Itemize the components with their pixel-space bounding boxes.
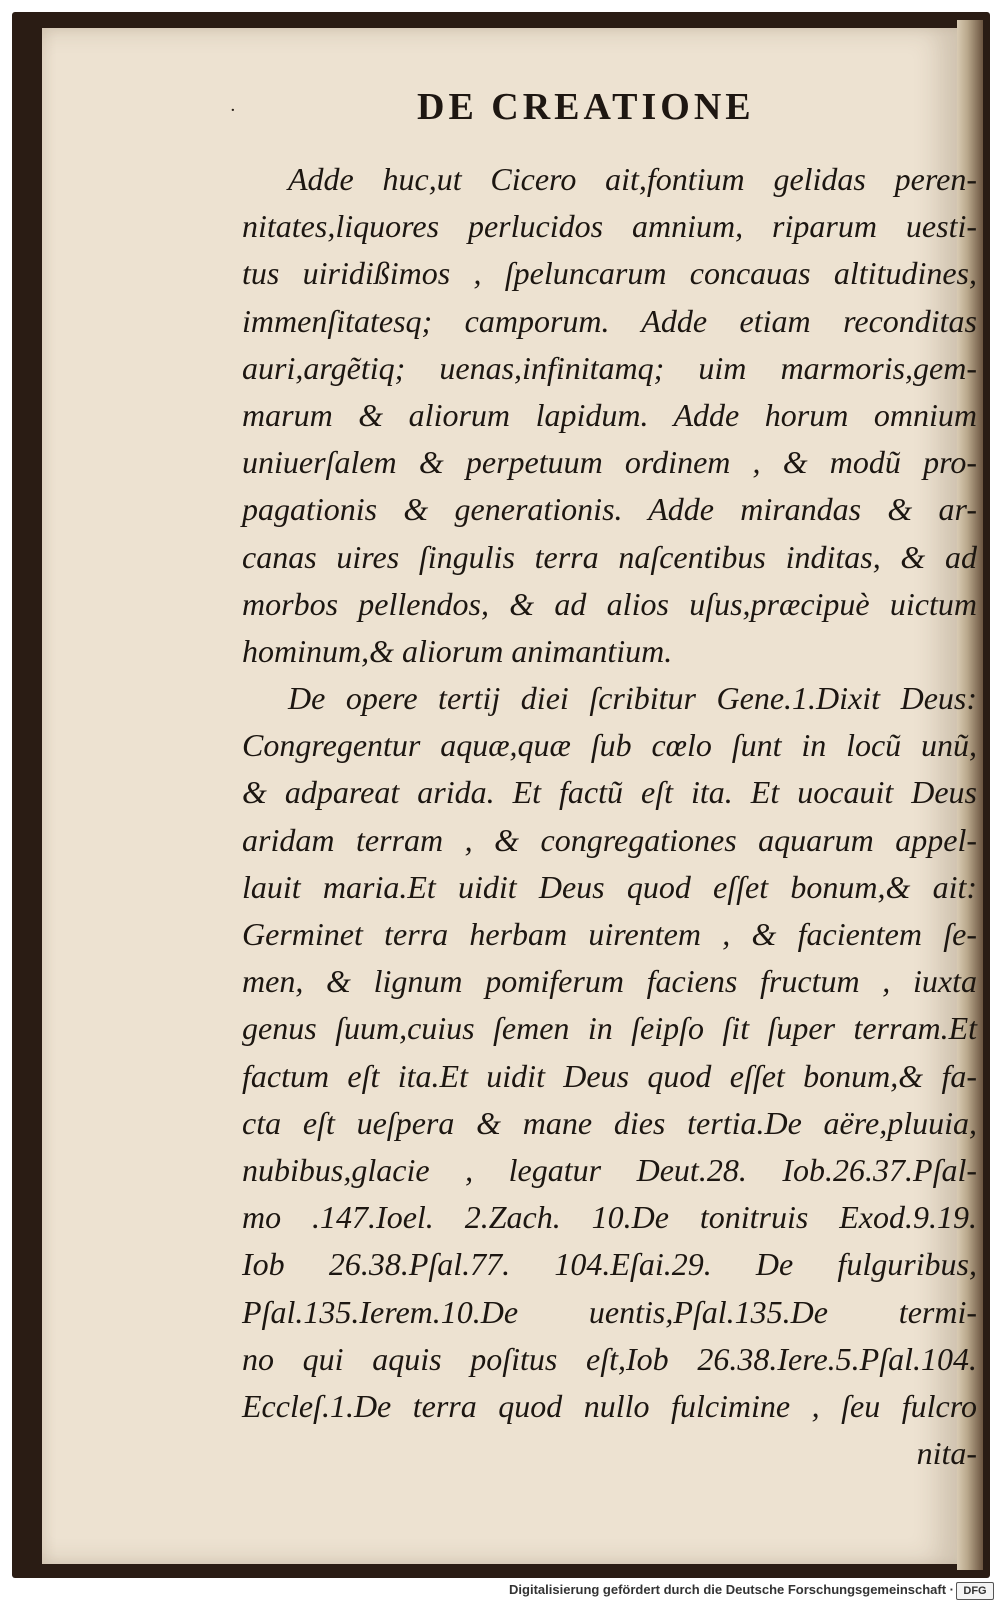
- dfg-logo: DFG: [956, 1582, 994, 1600]
- text-line: De opere tertij diei ſcribitur Gene.1.Dixit Deus:: [288, 680, 977, 717]
- text-line: marum & aliorum lapidum. Adde horum omnium: [242, 396, 977, 433]
- text-line: immenſitatesq; camporum. Adde etiam reconditas: [242, 302, 977, 339]
- text-line: no qui aquis poſitus eſt,Iob 26.38.Iere.5.Pſal.104.: [242, 1340, 977, 1377]
- text-line: morbos pellendos, & ad alios uſus,præcipuè uictum: [242, 585, 977, 622]
- text-line: pagationis & generationis. Adde mirandas & ar-: [242, 491, 977, 528]
- text-block: [242, 156, 977, 1477]
- footer: [0, 1580, 1000, 1604]
- text-line: uniuerſalem & perpetuum ordinem , & modũ pro-: [242, 444, 977, 481]
- text-line: men, & lignum pomiferum faciens fructum , iuxta: [242, 963, 977, 1000]
- running-head-mark: ·: [230, 100, 236, 121]
- text-line: genus ſuum,cuius ſemen in ſeipſo ſit ſuper terram.Et: [242, 1010, 977, 1047]
- text-line: Eccleſ.1.De terra quod nullo fulcimine , ſeu fulcro: [242, 1387, 977, 1424]
- running-head: DE CREATIONE: [417, 86, 755, 128]
- catchword: nita-: [916, 1435, 977, 1472]
- text-line: lauit maria.Et uidit Deus quod eſſet bonum,& ait:: [242, 868, 977, 905]
- text-line: & adpareat arida. Et factũ eſt ita. Et uocauit Deus: [242, 774, 977, 811]
- text-line: factum eſt ita.Et uidit Deus quod eſſet bonum,& fa-: [242, 1057, 977, 1094]
- digitization-credit: Digitalisierung gefördert durch die Deutsche Forschungsgemeinschaft ·: [509, 1582, 954, 1597]
- text-line: mo .147.Ioel. 2.Zach. 10.De tonitruis Exod.9.19.: [242, 1199, 977, 1236]
- text-line: cta eſt ueſpera & mane dies tertia.De aëre,pluuia,: [242, 1104, 977, 1141]
- text-line: aridam terram , & congregationes aquarum appel-: [242, 821, 977, 858]
- text-line: Congregentur aquæ,quæ ſub cœlo ſunt in locũ unũ,: [242, 727, 977, 764]
- text-line: tus uiridißimos , ſpeluncarum concauas altitudines,: [242, 255, 977, 292]
- text-line: Pſal.135.Ierem.10.De uentis,Pſal.135.De termi-: [242, 1293, 977, 1330]
- text-line: nubibus,glacie , legatur Deut.28. Iob.26.37.Pſal-: [242, 1151, 977, 1188]
- text-line: canas uires ſingulis terra naſcentibus inditas, & ad: [242, 538, 977, 575]
- text-line: Iob 26.38.Pſal.77. 104.Eſai.29. De fulguribus,: [242, 1246, 977, 1283]
- text-line: Adde huc,ut Cicero ait,fontium gelidas peren-: [288, 161, 977, 197]
- text-line: Germinet terra herbam uirentem , & facientem ſe-: [242, 916, 977, 952]
- text-line: auri,argẽtiq; uenas,infinitamq; uim marmoris,gem-: [242, 349, 977, 386]
- text-line: nitates,liquores perlucidos amnium, riparum uesti-: [242, 208, 977, 245]
- text-line: hominum,& aliorum animantium.: [242, 632, 673, 669]
- book-page: [42, 28, 977, 1564]
